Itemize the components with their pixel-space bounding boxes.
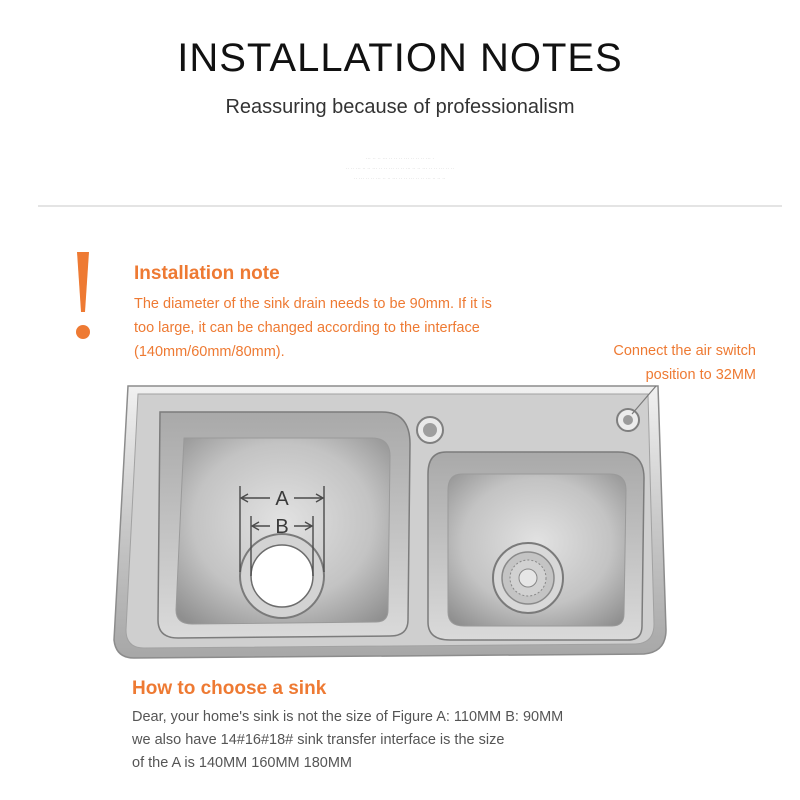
fine-print-line: ·· ··· ·· ·· ··· ·· ·· ··· ·· ·· ··· ·· ·· ··· ·· ·· ·· [354,176,446,181]
dimension-label-a: A [275,488,289,510]
drain-strainer-right [493,543,563,613]
drain-hole-left [240,534,324,618]
note-line: The diameter of the sink drain needs to be 90mm. If it is [134,296,492,312]
air-switch-hole [617,409,639,431]
choose-line: Dear, your home's sink is not the size of Figure A: 110MM B: 90MM [132,709,564,725]
fine-print-line: ··· ·· ·· ··· ·· ·· ·· ··· ·· ·· ·· ··· · [365,156,435,161]
sink-diagram [110,382,670,660]
page-subtitle: Reassuring because of professionalism [225,96,575,118]
note-line: too large, it can be changed according to the interface [134,320,480,336]
exclamation-icon [68,250,98,345]
note-line: (140mm/60mm/80mm). [134,344,285,360]
installation-note-heading: Installation note [134,263,280,284]
choose-sink-body [132,706,692,775]
air-switch-line: position to 32MM [645,367,756,383]
air-switch-line: Connect the air switch [613,343,756,359]
page-title: INSTALLATION NOTES [177,36,623,80]
dimension-label-b: B [275,516,289,538]
choose-line: we also have 14#16#18# sink transfer interface is the size [132,732,505,748]
fine-print-line: ·· ·· ··· ·· ·· ··· ·· ·· ··· ·· ·· ··· ·· ·· ··· ·· ·· ··· ·· ·· [345,166,455,171]
choose-sink-heading: How to choose a sink [132,678,327,699]
divider [38,205,782,207]
tap-hole [417,417,443,443]
installation-note-body [134,292,554,364]
air-switch-note [560,339,756,387]
choose-line: of the A is 140MM 160MM 180MM [132,755,353,771]
